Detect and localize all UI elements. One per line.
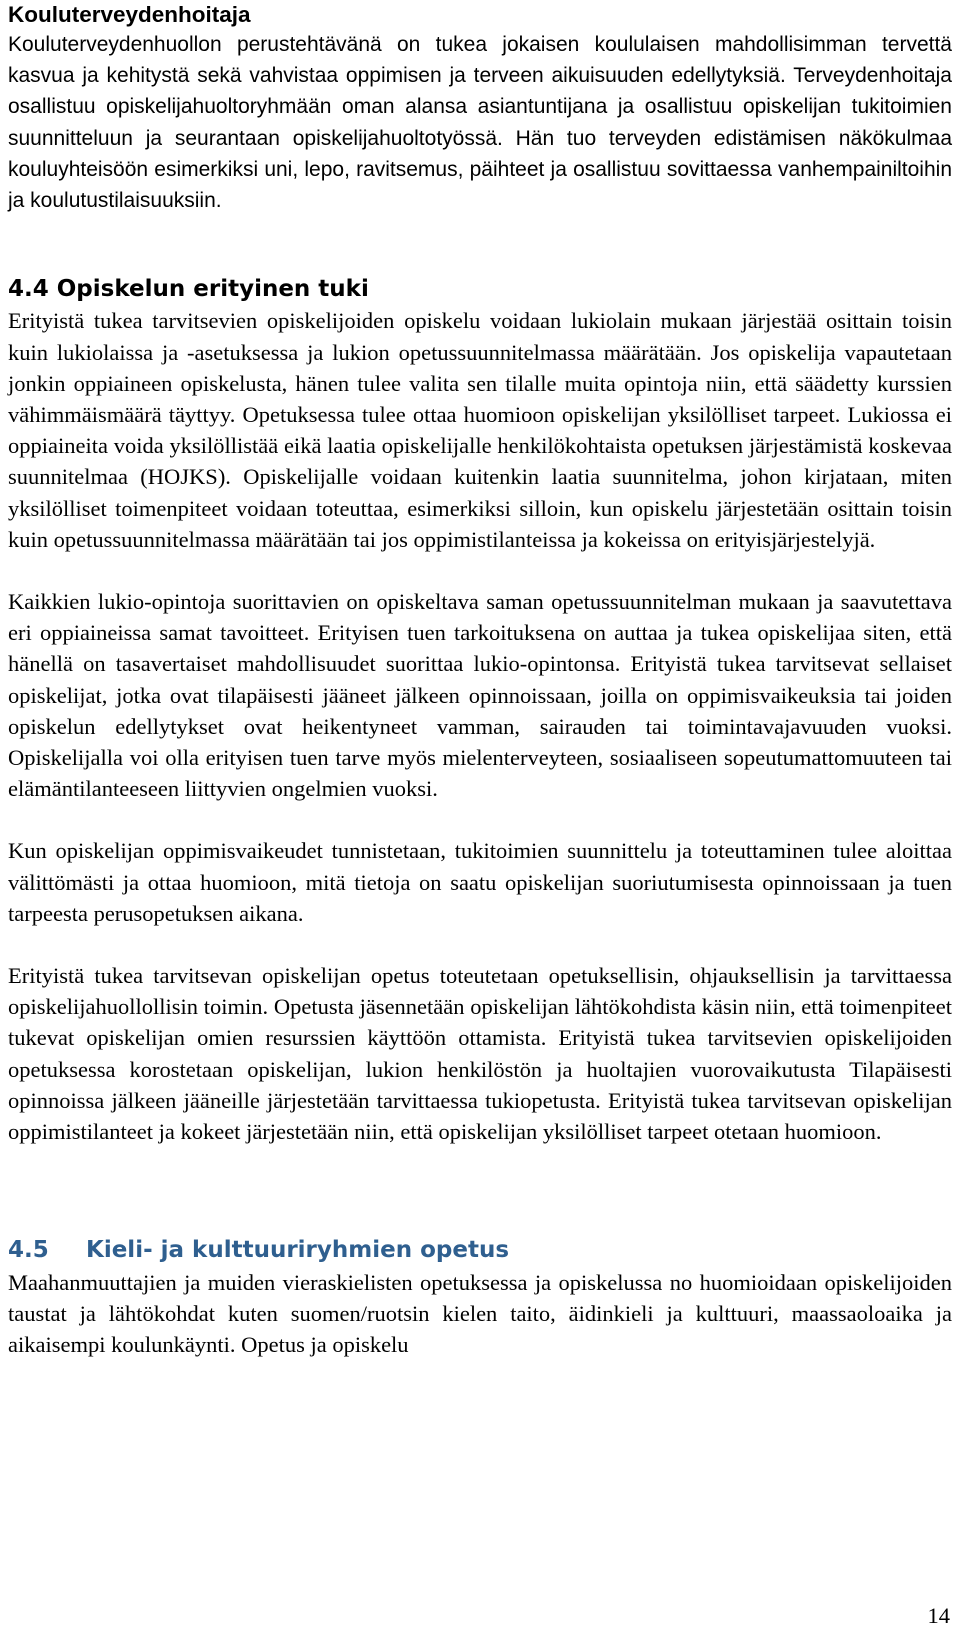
paragraph-gap — [8, 555, 952, 586]
heading-4-5-number: 4.5 — [8, 1237, 49, 1264]
paragraph-gap — [8, 929, 952, 960]
section-school-nurse — [8, 0, 952, 216]
section-title-school-nurse: Kouluterveydenhoitaja — [8, 2, 251, 27]
paragraph-gap — [8, 804, 952, 835]
paragraph-4-4-1: Erityistä tukea tarvitsevien opiskelijoiden opiskelu voidaan lukiolain mukaan järjestää osittain toisin kuin lukiolaissa ja -asetuksessa ja lukion opetussuunnitelmassa määrätään. Jos opiskelija vapautetaan jonkin oppiaineen opiskelusta, hänen tulee valita sen tilalle muita opintoja niin, että säädetty kurssien vähimmäismäärä täyttyy. Opetuksessa tulee ottaa huomioon opiskelijan yksilölliset tarpeet. Lukiossa ei oppiaineita voida yksilöllistää eikä laatia opiskelijalle henkilökohtaista opetuksen järjestämistä koskevaa suunnitelmaa (HOJKS). Opiskelijalle voidaan kuitenkin laatia suunnitelma, johon kirjataan, miten yksilölliset toimenpiteet voidaan toteuttaa, esimerkiksi silloin, kun opiskelu järjestetään osittain toisin kuin opetussuunnitelmassa määrätään tai jos oppimistilanteissa ja kokeissa on erityisjärjestelyjä. — [8, 308, 952, 552]
paragraph-4-4-4: Erityistä tukea tarvitsevan opiskelijan opetus toteutetaan opetuksellisin, ohjauksellisin ja tarvittaessa opiskelijahuollollisin toimin. Opetusta jäsennetään opiskelijan lähtökohdista käsin niin, että toimenpiteet tukevat opiskelijan omien resurssien käyttöön ottamista. Erityistä tukea tarvitsevien opiskelijoiden opetuksessa korostetaan opiskelijan, lukion henkilöstön ja huoltajien vuorovaikutusta Tilapäisesti opinnoissa jälkeen jääneille järjestetään tarvittaessa tukiopetusta. Erityistä tukea tarvitsevan opiskelijan oppimistilanteet ja kokeet järjestetään niin, että opiskelijan yksilölliset tarpeet otetaan huomioon. — [8, 963, 952, 1145]
section-4-4 — [8, 274, 952, 1147]
paragraph-4-4-3: Kun opiskelijan oppimisvaikeudet tunnistetaan, tukitoimien suunnittelu ja toteuttaminen tulee aloittaa välittömästi ja ottaa huomioon, mitä tietoja on saatu opiskelijan suoriutumisesta opinnoissaan ja tuen tarpeesta perusopetuksen aikana. — [8, 838, 952, 926]
paragraph-4-4-2: Kaikkien lukio-opintoja suorittavien on opiskeltava saman opetussuunnitelman mukaan ja saavutettava eri oppiaineissa samat tavoitteet. Erityisen tuen tarkoituksena on auttaa ja tukea opiskelijaa siten, että hänellä on tasavertaiset mahdollisuudet suorittaa lukio-opintonsa. Erityistä tukea tarvitsevat sellaiset opiskelijat, jotka ovat tilapäisesti jääneet jälkeen opinnoissaan, joilla on oppimisvaikeuksia tai joiden opiskelun edellytykset ovat heikentyneet vamman, sairauden tai toimintavajavuuden vuoksi. Opiskelijalla voi olla erityisen tuen tarve myös mielenterveyteen, sosiaaliseen sopeutumattomuuteen tai elämäntilanteeseen liittyvien ongelmien vuoksi. — [8, 589, 952, 802]
document-page — [8, 0, 952, 1360]
section-4-5 — [8, 1235, 952, 1360]
heading-4-5 — [8, 1235, 952, 1266]
paragraph-4-5: Maahanmuuttajien ja muiden vieraskielisten opetuksessa ja opiskelussa no huomioidaan opiskelijoiden taustat ja lähtökohdat kuten suomen/ruotsin kielen taito, äidinkieli ja kulttuuri, maassaoloaika ja aikaisempi koulunkäynti. Opetus ja opiskelu — [8, 1269, 952, 1357]
paragraph-school-nurse: Kouluterveydenhuollon perustehtävänä on tukea jokaisen koululaisen mahdollisimman tervettä kasvua ja kehitystä sekä vahvistaa oppimisen ja terveen aikuisuuden edellytyksiä. Terveydenhoitaja osallistuu opiskelijahuoltoryhmään oman alansa asiantuntijana ja osallistuu opiskelijan tukitoimien suunnitteluun ja seurantaan opiskelijahuoltotyössä. Hän tuo terveyden edistämisen näkökulmaa kouluyhteisöön esimerkiksi uni, lepo, ravitsemus, päihteet ja osallistuu sovittaessa vanhempainiltoihin ja koulutustilaisuuksiin. — [8, 33, 952, 213]
page-number: 14 — [927, 1603, 950, 1628]
heading-4-4: 4.4 Opiskelun erityinen tuki — [8, 276, 369, 303]
heading-4-5-title: Kieli- ja kulttuuriryhmien opetus — [86, 1237, 510, 1264]
